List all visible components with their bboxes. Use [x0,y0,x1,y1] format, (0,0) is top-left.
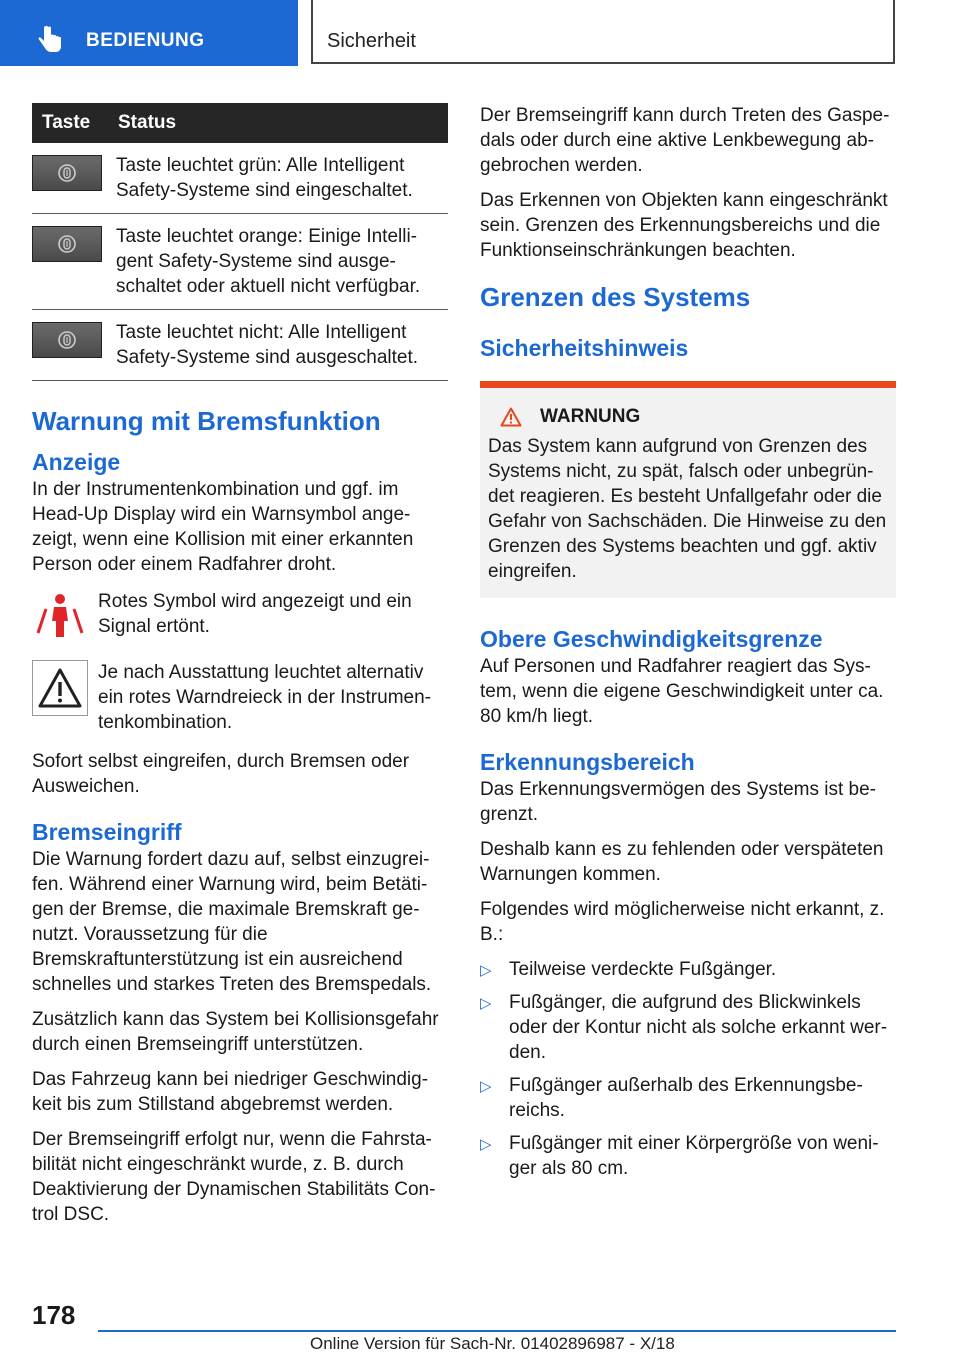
page-number: 178 [32,1300,76,1330]
col-header-status: Status [116,103,448,143]
icon-description: Rotes Symbol wird angezeigt und ein Signal ertönt. [98,591,412,637]
paragraph: Folgendes wird möglicherweise nicht erkannt, z. B.: [480,899,885,945]
triangle-bullet-icon: ▷ [480,1078,492,1095]
paragraph: Sofort selbst eingreifen, durch Bremsen oder Ausweichen. [32,751,410,797]
heading-bremseingriff: Bremseingriff [32,819,182,845]
paragraph: Auf Personen und Radfahrer reagiert das Sys-tem, wenn die eigene Geschwindigkeit unter ca. 80 km/h liegt. [480,656,884,727]
status-table [32,103,448,381]
footer-text: Online Version für Sach-Nr. 01402896987 - X/18 [310,1334,675,1353]
list-item: ▷ Teilweise verdeckte Fußgänger. [480,957,896,982]
left-column [32,103,448,1237]
triangle-bullet-icon: ▷ [480,1136,492,1153]
heading-anzeige: Anzeige [32,449,121,475]
icon-row-triangle [32,660,448,735]
warning-triangle-icon [500,407,522,427]
list-item: ▷ Fußgänger mit einer Körpergröße von weni-ger als 80 cm. [480,1133,879,1179]
icon-row-person [32,589,448,646]
paragraph: Deshalb kann es zu fehlenden oder verspäteten Warnungen kommen. [480,839,884,885]
icon-description: Je nach Ausstattung leuchtet alternativ ein rotes Warndreieck in der Instrumen-tenkombination. [98,662,431,733]
page-header [0,0,960,66]
warning-text: Das System kann aufgrund von Grenzen des Systems nicht, zu spät, falsch oder unbegrün-det reagieren. Es besteht Unfallgefahr oder die Gefahr von Sachschäden. Die Hinweise zu den Grenzen des Systems beachten und ggf. aktiv eingreifen. [488,436,887,582]
paragraph: In der Instrumentenkombination und ggf. im Head-Up Display wird ein Warnsymbol ange-zeigt, wenn eine Kollision mit einer erkannten Person oder einem Radfahrer droht. [32,479,414,575]
safety-button-icon [32,155,102,191]
warning-title: WARNUNG [540,406,641,427]
warning-header [488,406,888,428]
warning-box [480,381,896,598]
table-row [32,214,448,310]
paragraph: Der Bremseingriff kann durch Treten des Gaspe-dals oder durch eine aktive Lenkbewegung ab-gebrochen werden. [480,105,890,176]
list-item: ▷ Fußgänger, die aufgrund des Blickwinkels oder der Kontur nicht als solche erkannt wer-den. [480,992,888,1063]
table-row [32,310,448,381]
triangle-bullet-icon: ▷ [480,995,492,1012]
col-header-taste: Taste [32,103,116,143]
paragraph: Der Bremseingriff erfolgt nur, wenn die Fahrsta-bilität nicht eingeschränkt wurde, z. B. durch Deaktivierung der Dynamischen Stabilitäts Con-trol DSC. [32,1129,436,1225]
section-label: Sicherheit [327,30,416,52]
list-item: ▷ Fußgänger außerhalb des Erkennungsbe-reichs. [480,1075,863,1121]
section-tab [311,0,895,64]
pedestrian-warning-icon [32,589,98,646]
table-row [32,143,448,214]
paragraph: Das Erkennen von Objekten kann eingeschränkt sein. Grenzen des Erkennungsbereichs und die Funktionseinschränkungen beachten. [480,190,888,261]
paragraph: Die Warnung fordert dazu auf, selbst einzugrei-fen. Während einer Warnung wird, beim Betäti-gen der Bremse, die maximale Bremskraft ge-nutzt. Voraussetzung für die Bremskraftunterstützung ist ein ausreichend schnelles und starkes Treten des Bremspedals. [32,849,432,995]
right-column [480,103,896,1189]
table-header-row [32,103,448,143]
chapter-tab[interactable] [0,0,298,66]
heading-sicherheitshinweis: Sicherheitshinweis [480,335,689,361]
footer-divider [98,1330,896,1332]
heading-erkennungsbereich: Erkennungsbereich [480,749,695,775]
heading-grenzen: Grenzen des Systems [480,282,751,312]
warning-triangle-icon [32,660,98,735]
paragraph: Das Fahrzeug kann bei niedriger Geschwindig-keit bis zum Stillstand abgebremst werden. [32,1069,429,1115]
heading-warnung: Warnung mit Bremsfunktion [32,406,381,436]
pointing-hand-icon [38,26,64,59]
safety-button-icon [32,322,102,358]
heading-obere-geschwindigkeitsgrenze: Obere Geschwindigkeitsgrenze [480,626,823,652]
bullet-list [480,957,896,1181]
triangle-bullet-icon: ▷ [480,962,492,979]
paragraph: Zusätzlich kann das System bei Kollisionsgefahr durch einen Bremseingriff unterstützen. [32,1009,439,1055]
chapter-label: BEDIENUNG [86,30,205,51]
status-text: Taste leuchtet nicht: Alle Intelligent Safety-Systeme sind ausgeschaltet. [116,310,448,381]
safety-button-icon [32,226,102,262]
status-text: Taste leuchtet orange: Einige Intelli-gent Safety-Systeme sind ausge-schaltet oder aktuell nicht verfügbar. [116,214,448,310]
paragraph: Das Erkennungsvermögen des Systems ist be-grenzt. [480,779,877,825]
status-text: Taste leuchtet grün: Alle Intelligent Safety-Systeme sind eingeschaltet. [116,143,448,214]
